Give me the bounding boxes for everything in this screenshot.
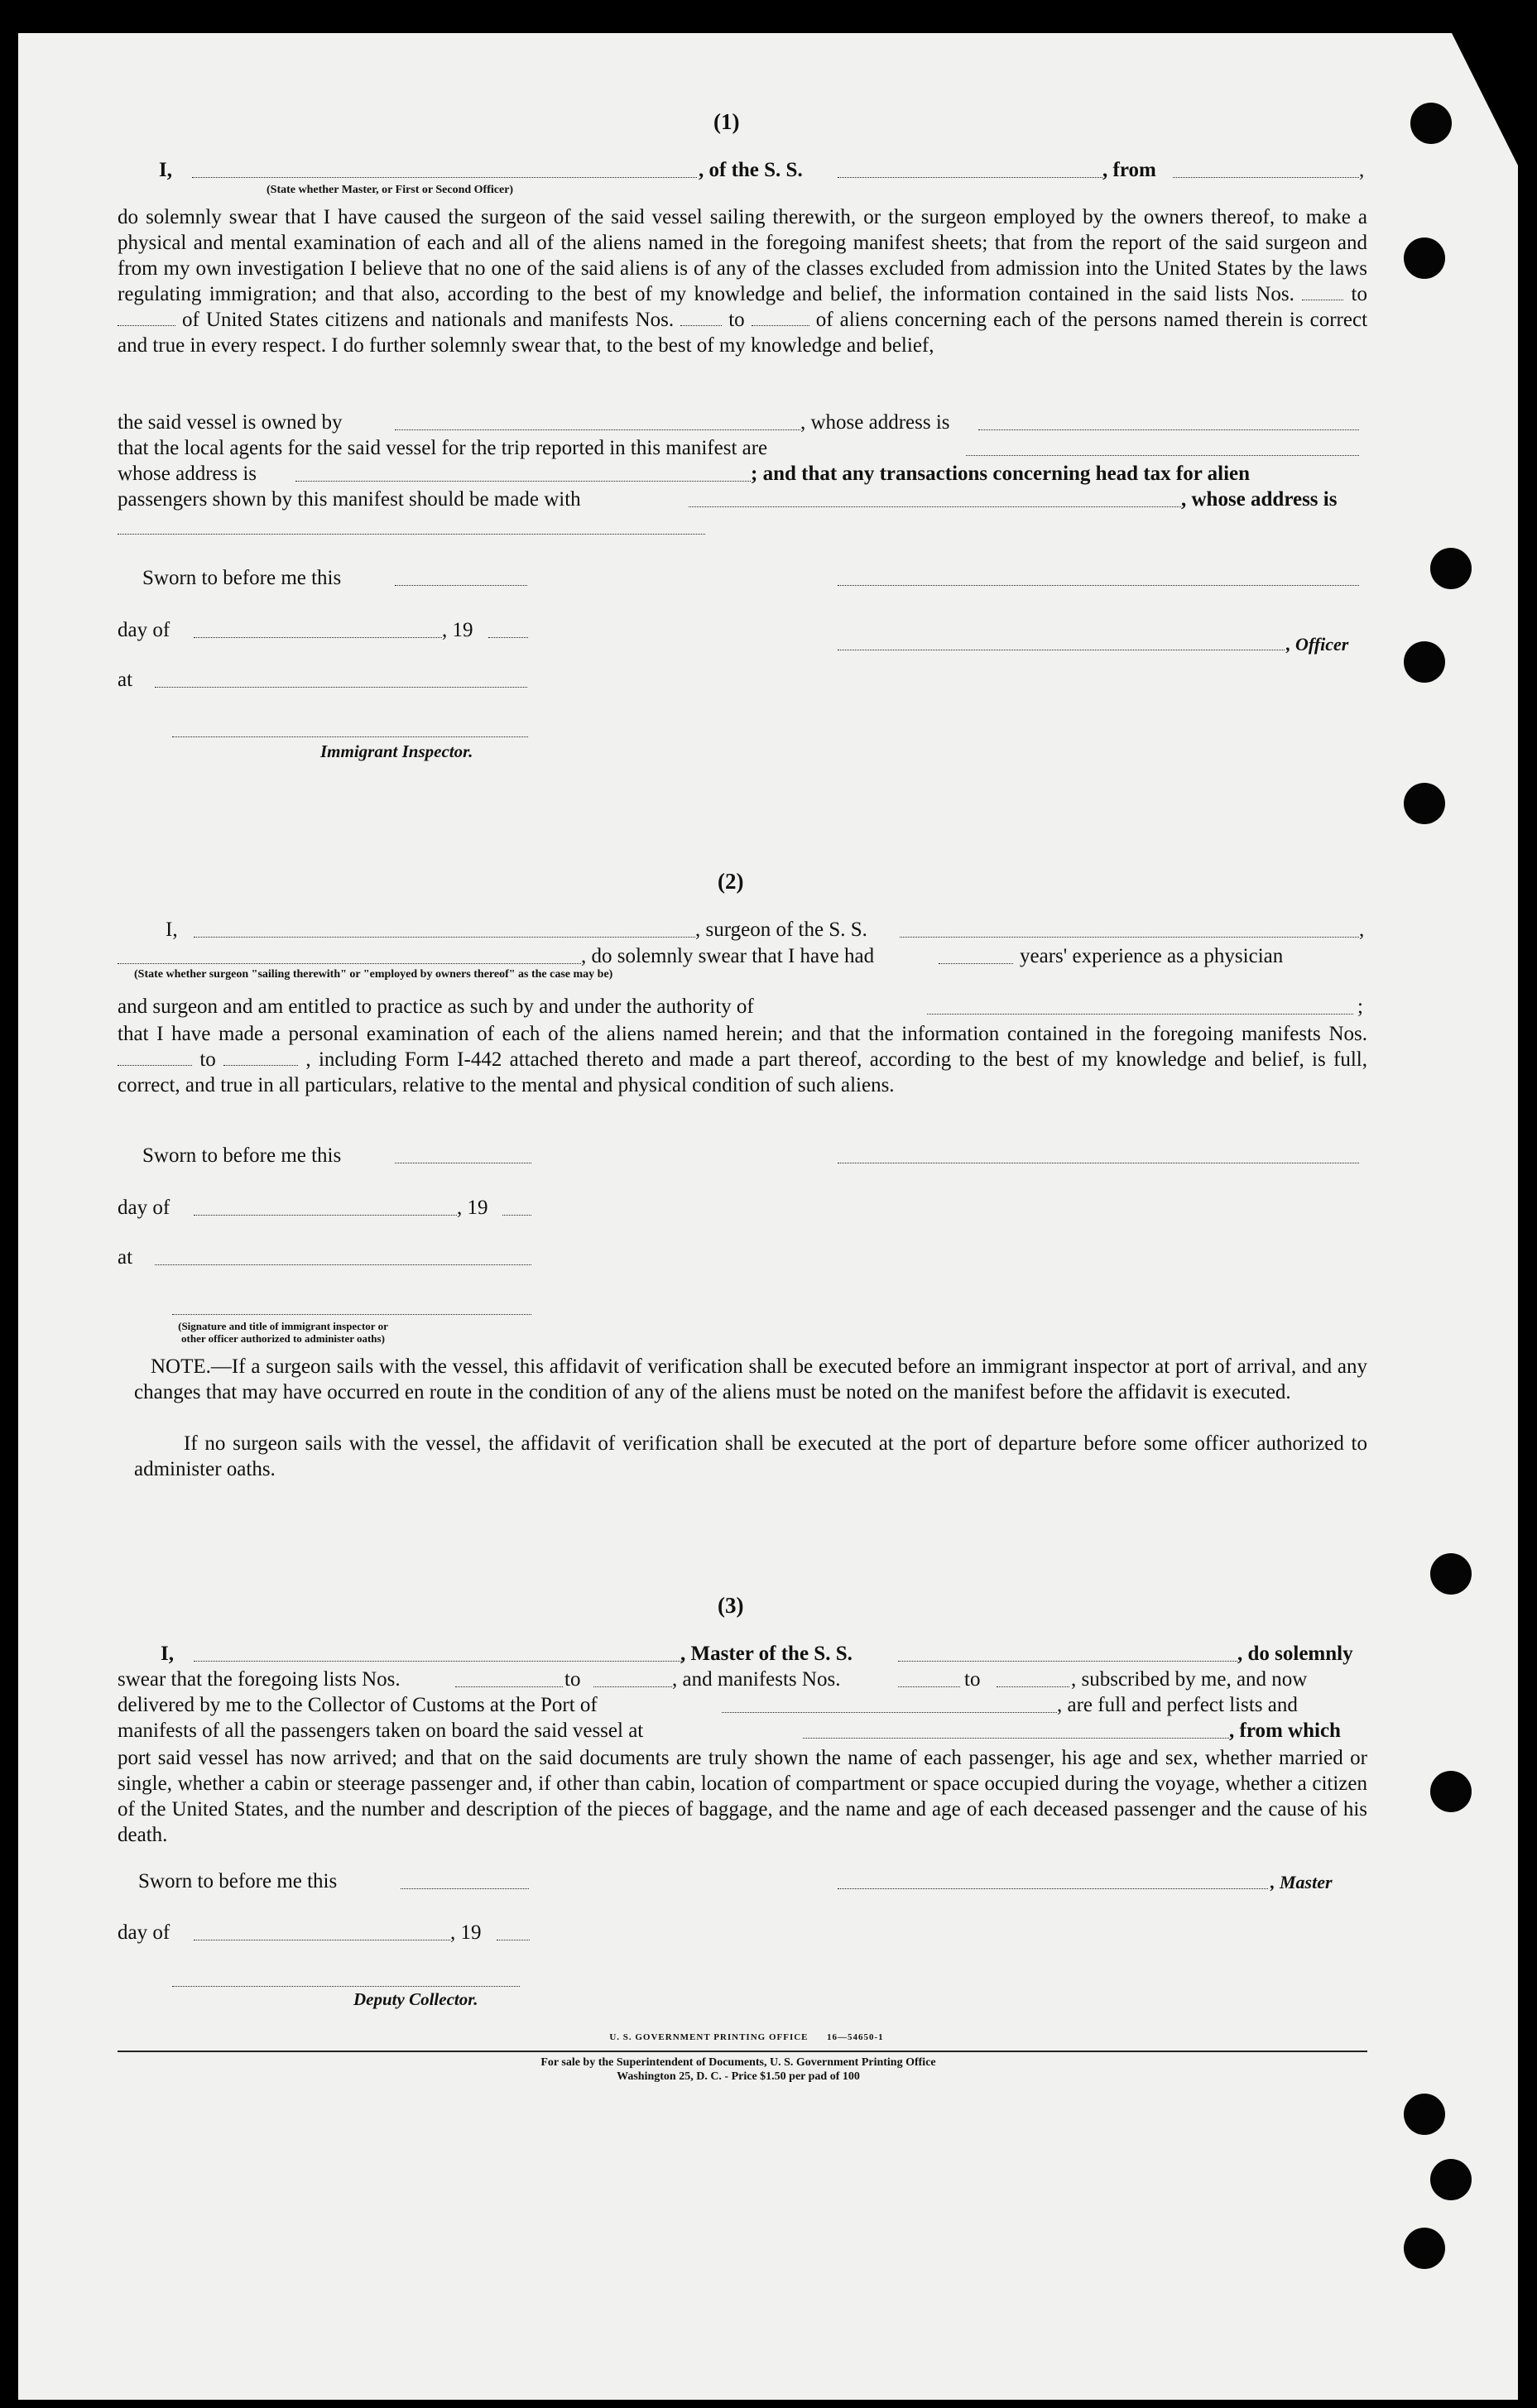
master-manifests-from-field[interactable]	[898, 1686, 960, 1687]
section3-body: port said vessel has now arrived; and that on the said documents are truly shown the name of each passenger, his age and sex, whether married or single, whether a cabin or steerage passenger and, if other than cabin, location of compartment or space occupied during the voyage, whether a citizen of the United States, and the number and description of the pieces of baggage, and the name and age of each deceased passenger and the cause of his death.	[118, 1747, 1367, 1846]
customs-port-field[interactable]	[722, 1712, 1057, 1713]
surgeon-ship-field[interactable]	[900, 937, 1359, 938]
master-year-label: , 19	[450, 1921, 482, 1944]
section2-body: that I have made a personal examination of each of the aliens named herein; and that the information contained in the foregoing manifests Nos. to , including Form I-442 attached thereto and made a part thereof, according to the best of my knowledge and belief, is full, correct, and true in all particulars, relative to the mental and physical condition of such aliens.	[118, 1023, 1368, 1096]
surgeon-status-caption: (State whether surgeon "sailing therewith" or "employed by owners thereof" as the case may be)	[134, 968, 613, 981]
local-agents-label: that the local agents for the said vessel for the trip reported in this manifest are	[118, 437, 768, 459]
surgeon-signature-caption: (Signature and title of immigrant inspector or other officer authorized to administer oaths)	[178, 1320, 388, 1345]
do-solemnly-label: , do solemnly	[1237, 1643, 1353, 1665]
punch-hole	[1430, 1553, 1472, 1595]
sworn-date-field[interactable]	[395, 585, 527, 586]
surgeon-year-label: , 19	[457, 1197, 488, 1219]
surgeon-inspector-signature-line[interactable]	[172, 1314, 531, 1315]
section3-number: (3)	[718, 1593, 744, 1618]
day-of-label: day of	[118, 619, 171, 641]
master-day-of-label: day of	[118, 1921, 171, 1944]
punch-hole	[1404, 641, 1445, 683]
surgeon-of-ss-label: , surgeon of the S. S.	[695, 919, 867, 941]
master-sworn-field[interactable]	[401, 1888, 529, 1889]
owner-field[interactable]	[395, 429, 800, 430]
month-field[interactable]	[194, 637, 442, 638]
inspector-signature-line[interactable]	[172, 736, 528, 737]
master-lists-from-field[interactable]	[455, 1686, 563, 1687]
printing-office-imprint: U. S. GOVERNMENT PRINTING OFFICE 16—54650-1	[609, 2032, 884, 2042]
ship-name-field[interactable]	[838, 177, 1102, 178]
contact-address-line[interactable]	[118, 534, 705, 535]
collector-role: Deputy Collector.	[353, 1989, 478, 2009]
officer-role: , Officer	[1286, 634, 1349, 655]
section1-line1: I,	[159, 159, 172, 181]
master-sworn-label: Sworn to before me this	[138, 1870, 338, 1892]
punch-hole	[1404, 2094, 1445, 2135]
surgeon-sworn-label: Sworn to before me this	[142, 1144, 342, 1167]
collector-port-label: delivered by me to the Collector of Customs at the Port of	[118, 1694, 598, 1716]
year-field[interactable]	[488, 637, 528, 638]
agents-address-field[interactable]	[295, 481, 751, 482]
contact-address-label: , whose address is	[1181, 488, 1338, 511]
authority-field[interactable]	[927, 1014, 1353, 1015]
at-label: at	[118, 669, 133, 691]
at-place-field[interactable]	[155, 687, 527, 688]
for-sale-line-1: For sale by the Superintendent of Documents, U. S. Government Printing Office	[540, 2056, 936, 2069]
torn-corner	[1452, 33, 1518, 165]
surgeon-manifests-to-field[interactable]	[223, 1048, 298, 1066]
rank-caption: (State whether Master, or First or Second Officer)	[267, 184, 514, 196]
lists-from-field[interactable]	[1302, 283, 1343, 300]
punch-hole	[1430, 1771, 1472, 1812]
lists-to-field[interactable]	[118, 309, 175, 326]
note-paragraph-1: NOTE.—If a surgeon sails with the vessel, this affidavit of verification shall be executed before an immigrant inspector at port of arrival, and any changes that may have occurred en route in the condition of any of the aliens must be noted on the manifest before the affidavit is executed.	[134, 1355, 1367, 1403]
year-label: , 19	[442, 619, 473, 641]
head-tax-contact-field[interactable]	[689, 506, 1181, 507]
surgeon-swear-label: , do solemnly swear that I have had	[581, 945, 875, 967]
master-role: , Master	[1270, 1872, 1333, 1892]
surgeon-line1-comma: ,	[1359, 919, 1365, 941]
taken-on-board-label: manifests of all the passengers taken on board the said vessel at	[118, 1720, 644, 1742]
master-ship-field[interactable]	[898, 1661, 1237, 1662]
head-tax-label: ; and that any transactions concerning head tax for alien	[751, 463, 1251, 485]
owner-address-label: , whose address is	[800, 411, 950, 434]
boarding-port-field[interactable]	[803, 1738, 1229, 1739]
surgeon-at-field[interactable]	[155, 1264, 531, 1265]
collector-signature-line[interactable]	[172, 1986, 520, 1987]
of-ss-label: , of the S. S.	[699, 159, 803, 181]
manifests-from-field[interactable]	[680, 309, 722, 326]
owner-address-field[interactable]	[978, 429, 1359, 430]
surgeon-year-field[interactable]	[502, 1215, 531, 1216]
surgeon-day-of-label: day of	[118, 1197, 171, 1219]
punch-hole	[1430, 548, 1472, 589]
master-i-label: I,	[161, 1643, 174, 1665]
punch-hole	[1404, 2228, 1445, 2269]
master-name-field[interactable]	[194, 1661, 682, 1662]
owned-by-label: the said vessel is owned by	[118, 411, 343, 434]
swear-lists-label: swear that the foregoing lists Nos.	[118, 1668, 401, 1691]
master-signature-line[interactable]	[838, 1888, 1268, 1889]
local-agents-field[interactable]	[966, 455, 1359, 456]
punch-hole	[1404, 783, 1445, 824]
punch-hole	[1404, 237, 1445, 279]
years-experience-label: years' experience as a physician	[1020, 945, 1284, 967]
punch-hole	[1410, 103, 1452, 144]
footer-rule	[118, 2051, 1367, 2052]
inspector-role: Immigrant Inspector.	[320, 741, 473, 761]
line1-comma: ,	[1359, 159, 1365, 181]
surgeon-name-field[interactable]	[194, 937, 695, 938]
section1-number: (1)	[713, 109, 740, 134]
agents-address-label: whose address is	[118, 463, 257, 485]
officer-signature-line-1[interactable]	[838, 585, 1359, 586]
surgeon-at-label: at	[118, 1246, 133, 1269]
master-lists-to-field[interactable]	[593, 1686, 672, 1687]
surgeon-status-field[interactable]	[118, 963, 581, 964]
master-manifests-to-field[interactable]	[997, 1686, 1069, 1687]
passengers-shown-label: passengers shown by this manifest should be made with	[118, 488, 581, 511]
for-sale-line-2: Washington 25, D. C. - Price $1.50 per pad of 100	[617, 2070, 860, 2083]
section2-number: (2)	[718, 869, 744, 894]
note-paragraph-2: If no surgeon sails with the vessel, the affidavit of verification shall be executed at the port of departure before some officer authorized to administer oaths.	[134, 1432, 1367, 1480]
form-page: (1) I, , of the S. S. , from , (State whether Master, or First or Second Officer) do solemnly swear that I have caused the surgeon of the said vessel sailing therewith, or the surgeon employed by the owners thereof, to make a physical and mental examination of each and all of the aliens named in the foregoing manifest sheets; that from the report of the said surgeon and from my own investigation I believe that no one of the said aliens is of any of the classes excluded from admission into the United States by the laws regulating immigration; and that also, according to the best of my knowledge and belief, the information contained in the said lists Nos. to of United States citizens and nationals and manifests Nos. to of aliens concerning each of the persons named therein is correct and true in every respect. I do further solemnly swear that, to the best of my knowledge and belief, the said vessel is owned by , whose address is that the local agents for the said vessel for the trip reported in this manifest are whose address is ; and that any transactions concerning head tax for alien passengers shown by this manifest should be made with , whose address is Sworn to before me this day of , 19 , Officer at Immigrant Inspector. (2) I, , surgeon of the S. S. , , do solemnly swear that I have had years' experience as a physician (State whether surgeon "sailing therewith" or "employed by owners thereof" as the case may be) and surgeon and am entitled to practice as such by and under the authority of ; that I have made a personal examination of each of the aliens named herein; and that the information contained in the foregoing manifests Nos. to , including Form I-442 attached thereto and made a part thereof, according to the best of my knowledge and belief, is full, correct, and true in all particulars, relative to the mental and physical condition of such aliens. Sworn to before me this day of , 19 at (Signature and title of immigrant inspector or other officer authorized to administer oaths) NOTE.—If a surgeon sails with the vessel, this affidavit of verification shall be executed before an immigrant inspector at port of arrival, and any changes that may have occurred en route in the condition of any of the aliens must be noted on the manifest before the affidavit is executed. If no surgeon sails with the vessel, the affidavit of verification shall be executed at the port of departure before some officer authorized to administer oaths. (3) I, , Master of the S. S. , do solemnly swear that the foregoing lists Nos. to , and manifests Nos. to , subscribed by me, and now delivered by me to the Collector of Customs at the Port of , are full and perfect lists and manifests of all the passengers taken on board the said vessel at , from which port said vessel has now arrived; and that on the said documents are truly shown the name of each passenger, his age and sex, whether married or single, whether a cabin or steerage passenger and, if other than cabin, location of compartment or space occupied during the voyage, whether a citizen of the United States, and the number and description of the pieces of baggage, and the name and age of each deceased passenger and the cause of his death. Sworn to before me this , Master day of , 19 Deputy Collector. U. S. GOVERNMENT PRINTING OFFICE 16—54650-1 For sale by the Superintendent of Documents, U. S. Government Printing Office Washington 25, D. C. - Price $1.50 per pad of 100	[18, 33, 1518, 2400]
from-label: , from	[1102, 159, 1156, 181]
rank-field[interactable]	[192, 177, 697, 178]
from-port-field[interactable]	[1173, 177, 1359, 178]
sworn-label: Sworn to before me this	[142, 567, 342, 589]
master-of-ss-label: , Master of the S. S.	[680, 1643, 853, 1665]
section1-body: do solemnly swear that I have caused the surgeon of the said vessel sailing therewith, or the surgeon employed by the owners thereof, to make a physical and mental examination of each and all of the aliens named in the foregoing manifest sheets; that from the report of the said surgeon and from my own investigation I believe that no one of the said aliens is of any of the classes excluded from admission into the United States by the laws regulating immigration; and that also, according to the best of my knowledge and belief, the information contained in the said lists Nos. to of United States citizens and nationals and manifests Nos. to of aliens concerning each of the persons named therein is correct and true in every respect. I do further solemnly swear that, to the best of my knowledge and belief,	[118, 206, 1368, 357]
punch-hole	[1430, 2159, 1472, 2200]
surgeon-month-field[interactable]	[194, 1215, 457, 1216]
surgeon-i-label: I,	[166, 919, 178, 941]
manifests-to-field[interactable]	[752, 309, 809, 326]
authority-label: and surgeon and am entitled to practice as such by and under the authority of	[118, 995, 754, 1018]
surgeon-manifests-from-field[interactable]	[118, 1048, 192, 1066]
years-experience-field[interactable]	[939, 963, 1013, 964]
